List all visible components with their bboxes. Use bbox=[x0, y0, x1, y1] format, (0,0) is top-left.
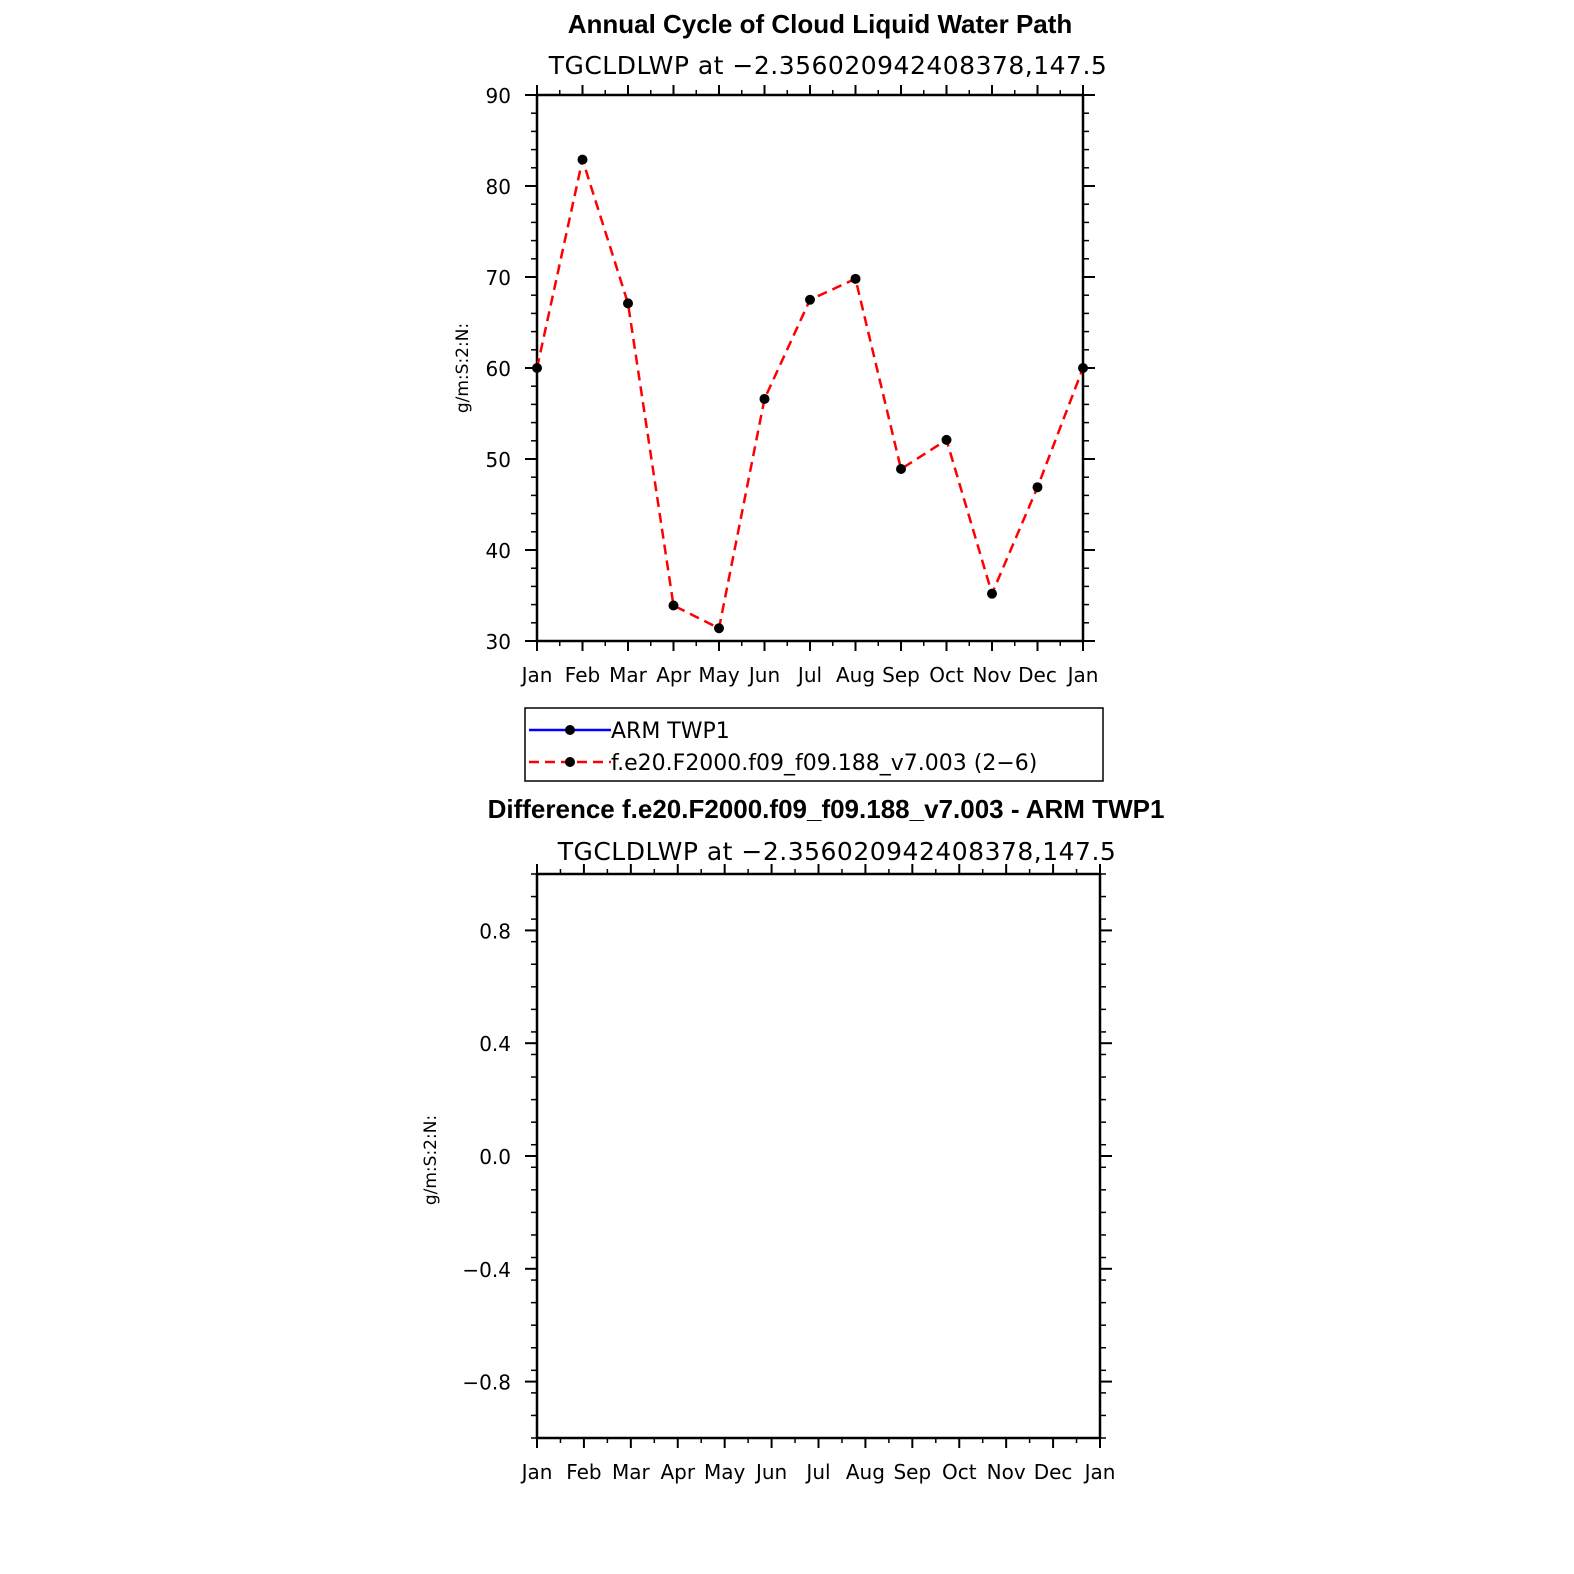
bottom-x-tick-label: Nov bbox=[986, 1460, 1026, 1484]
top-data-point bbox=[760, 394, 770, 404]
bottom-x-tick-label: Aug bbox=[845, 1460, 885, 1484]
bottom-chart-subtitle: TGCLDLWP at −2.356020942408378,147.5 bbox=[557, 837, 1117, 866]
bottom-x-tick-label: Jan bbox=[521, 1460, 553, 1484]
legend-label-arm: ARM TWP1 bbox=[611, 719, 730, 744]
bottom-y-tick-label: −0.4 bbox=[462, 1257, 511, 1282]
top-data-point bbox=[987, 589, 997, 599]
legend bbox=[525, 708, 1103, 781]
top-y-tick-label: 70 bbox=[485, 266, 511, 290]
top-x-tick-label: Feb bbox=[564, 663, 601, 687]
bottom-x-tick-label: May bbox=[703, 1460, 746, 1484]
bottom-x-tick-label: Apr bbox=[660, 1460, 696, 1484]
top-data-point bbox=[532, 363, 542, 373]
top-x-tick-label: Dec bbox=[1018, 663, 1057, 687]
bottom-x-tick-label: Sep bbox=[893, 1460, 932, 1484]
top-data-point bbox=[805, 295, 815, 305]
top-x-tick-label: May bbox=[698, 663, 740, 687]
top-x-tick-label: Jul bbox=[797, 663, 823, 687]
top-y-tick-label: 80 bbox=[485, 175, 511, 199]
top-plot-frame bbox=[537, 95, 1083, 641]
top-plot-area bbox=[486, 84, 1099, 687]
bottom-chart-y-axis-label: g/m:S:2:N: bbox=[421, 1114, 441, 1206]
top-data-point bbox=[623, 298, 633, 308]
top-x-tick-label: Jun bbox=[748, 663, 781, 687]
top-chart-y-axis-label: g/m:S:2:N: bbox=[453, 322, 473, 414]
bottom-y-tick-label: 0.4 bbox=[479, 1032, 511, 1057]
bottom-y-tick-label: 0.0 bbox=[479, 1145, 511, 1169]
top-data-point bbox=[851, 274, 861, 284]
bottom-y-tick-label: −0.8 bbox=[462, 1370, 511, 1395]
top-y-tick-label: 50 bbox=[485, 448, 511, 472]
top-x-tick-label: Jan bbox=[1067, 663, 1099, 687]
top-data-point bbox=[1033, 482, 1043, 492]
top-x-tick-label: Oct bbox=[929, 663, 964, 687]
top-x-tick-label: Nov bbox=[972, 663, 1012, 687]
bottom-x-tick-label: Jun bbox=[755, 1460, 788, 1484]
top-chart-subtitle: TGCLDLWP at −2.356020942408378,147.5 bbox=[548, 51, 1108, 80]
top-y-tick-label: 60 bbox=[485, 357, 511, 381]
top-y-tick-label: 30 bbox=[485, 630, 511, 654]
bottom-x-tick-label: Jul bbox=[806, 1460, 831, 1484]
bottom-y-tick-label: 0.8 bbox=[479, 919, 511, 944]
bottom-x-tick-label: Mar bbox=[611, 1460, 650, 1484]
top-data-point bbox=[669, 601, 679, 611]
legend-marker-model bbox=[565, 757, 575, 767]
top-x-tick-label: Sep bbox=[882, 663, 920, 687]
bottom-x-tick-label: Dec bbox=[1033, 1460, 1073, 1484]
legend-label-model: f.e20.F2000.f09_f09.188_v7.003 (2−6) bbox=[611, 751, 1038, 776]
top-x-tick-label: Apr bbox=[656, 663, 691, 687]
bottom-x-tick-label: Feb bbox=[566, 1460, 602, 1484]
top-data-point bbox=[896, 464, 906, 474]
bottom-plot-frame bbox=[537, 874, 1100, 1438]
legend-marker-arm bbox=[565, 725, 575, 735]
top-x-tick-label: Mar bbox=[609, 663, 647, 687]
bottom-plot-area bbox=[462, 864, 1115, 1484]
bottom-chart-title: Difference f.e20.F2000.f09_f09.188_v7.003 - ARM TWP1 bbox=[487, 794, 1165, 824]
top-data-point bbox=[1078, 363, 1088, 373]
top-x-tick-label: Aug bbox=[835, 663, 876, 687]
top-data-point bbox=[942, 435, 952, 445]
top-x-tick-label: Jan bbox=[521, 663, 553, 687]
top-series-line-1 bbox=[537, 160, 1083, 629]
top-data-point bbox=[714, 623, 724, 633]
top-y-tick-label: 40 bbox=[485, 539, 511, 563]
top-y-tick-label: 90 bbox=[485, 84, 511, 108]
top-chart-title: Annual Cycle of Cloud Liquid Water Path bbox=[567, 9, 1073, 39]
bottom-x-tick-label: Oct bbox=[941, 1460, 977, 1484]
bottom-x-tick-label: Jan bbox=[1084, 1460, 1116, 1484]
top-data-point bbox=[578, 155, 588, 165]
